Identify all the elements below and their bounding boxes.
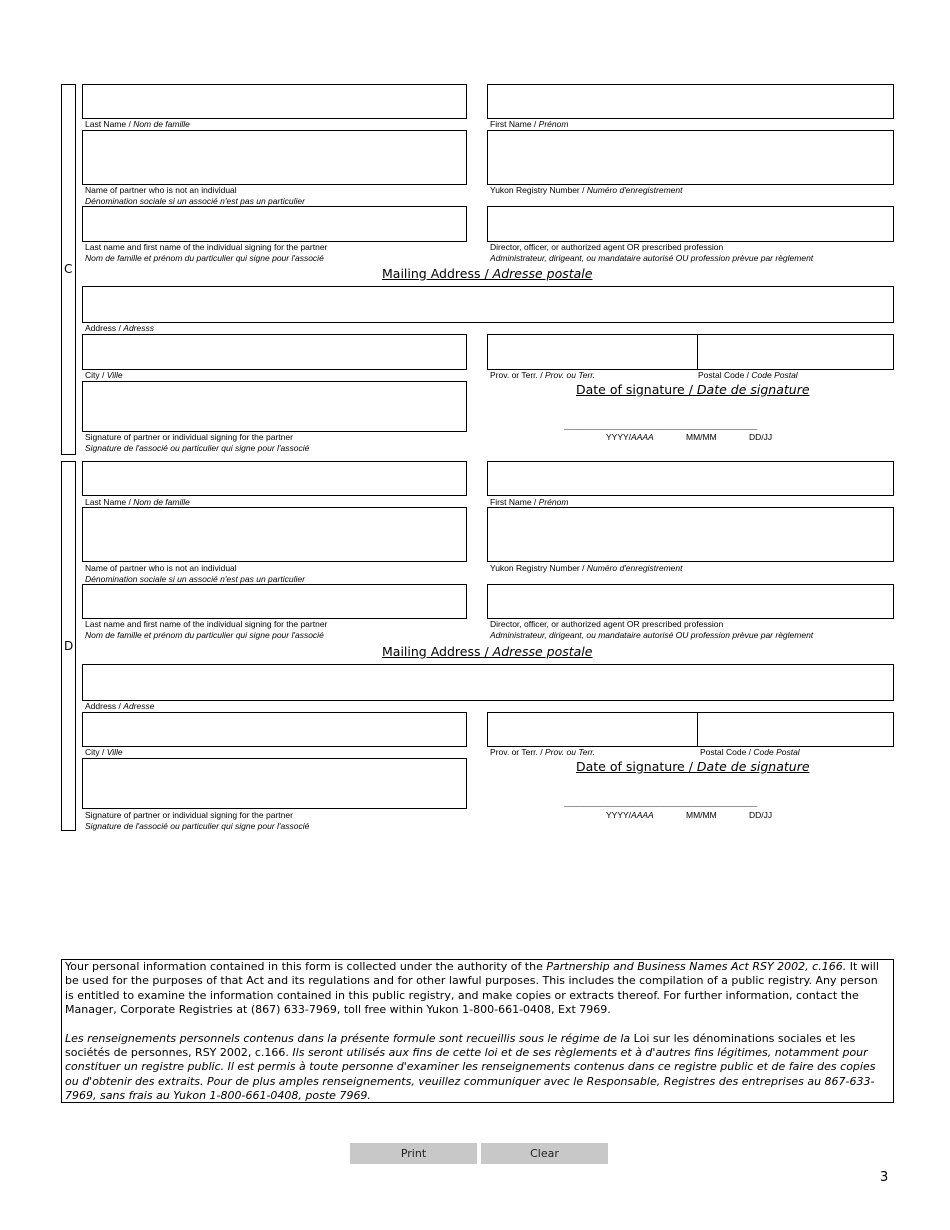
clear-button[interactable]: Clear (481, 1143, 608, 1164)
section-c-letter: C (64, 262, 73, 276)
c-date-dd-label: DD/JJ (749, 432, 773, 442)
c-partner-name-field[interactable] (82, 130, 467, 185)
d-prov-field[interactable] (487, 712, 698, 747)
d-mailing-address-heading: Mailing Address / Adresse postale (382, 644, 593, 659)
c-address-label: Address / Adresss (85, 323, 154, 333)
c-city-label: City / Ville (85, 370, 123, 380)
d-registry-number-label: Yukon Registry Number / Numéro d'enregistrement (490, 563, 683, 573)
print-button[interactable]: Print (350, 1143, 477, 1164)
d-date-yyyy-label: YYYY/AAAA (606, 810, 654, 820)
c-registry-number-label: Yukon Registry Number / Numéro d'enregistrement (490, 185, 683, 195)
d-signer-name-field[interactable] (82, 584, 467, 619)
d-signature-label: Signature of partner or individual signing for the partner Signature de l'associé ou particulier qui signe pour l'associé (85, 810, 310, 831)
d-date-mm-label: MM/MM (686, 810, 717, 820)
d-director-label: Director, officer, or authorized agent OR prescribed profession Administrateur, dirigeant, ou mandataire autorisé OU profession prèvue par règlement (490, 619, 814, 640)
d-director-field[interactable] (487, 584, 894, 619)
c-registry-number-field[interactable] (487, 130, 894, 185)
privacy-notice (61, 959, 894, 1103)
d-date-dd-label: DD/JJ (749, 810, 773, 820)
c-mailing-address-heading: Mailing Address / Adresse postale (382, 266, 593, 281)
d-address-field[interactable] (82, 664, 894, 701)
c-date-yyyy-label: YYYY/AAAA (606, 432, 654, 442)
c-first-name-label: First Name / Prénom (490, 119, 569, 129)
d-postal-label: Postal Code / Code Postal (700, 747, 800, 757)
d-prov-label: Prov. or Terr. / Prov. ou Terr. (490, 747, 596, 757)
d-date-line[interactable]: _______________________________ (564, 794, 757, 807)
c-date-line[interactable]: _______________________________ (564, 417, 757, 430)
c-signer-name-field[interactable] (82, 206, 467, 242)
d-last-name-field[interactable] (82, 461, 467, 496)
d-signer-name-label: Last name and first name of the individual signing for the partner Nom de famille et prénom du particulier qui signe pour l'associé (85, 619, 328, 640)
c-signer-name-label: Last name and first name of the individual signing for the partner Nom de famille et prénom du particulier qui signe pour l'associé (85, 242, 328, 263)
d-registry-number-field[interactable] (487, 507, 894, 562)
d-date-heading: Date of signature / Date de signature (576, 759, 810, 774)
d-first-name-field[interactable] (487, 461, 894, 496)
c-postal-label: Postal Code / Code Postal (698, 370, 798, 380)
c-city-field[interactable] (82, 334, 467, 370)
privacy-notice-fr: Les renseignements personnels contenus dans la présente formule sont recueillis sous le régime de la Loi sur les dénominations sociales et les sociétés de personnes, RSY 2002, c.166. Ils seront utilisés aux fins de cette loi et de ses règlements et à d'autres fins légitimes, notamment pour constituer un registre public. Il est permis à toute personne d'examiner les renseignements contenus dans ce registre public et de faire des copies ou d'obtenir des extraits. Pour de plus amples renseignements, veuillez communiquer avec le Responsable, Registres des entreprises au 867-633-7969, sans frais au Yukon 1-800-661-0408, poste 7969. (65, 1031, 876, 1103)
c-last-name-field[interactable] (82, 84, 467, 119)
c-director-field[interactable] (487, 206, 894, 242)
d-first-name-label: First Name / Prénom (490, 497, 569, 507)
section-d-letter: D (64, 639, 74, 653)
c-prov-field[interactable] (487, 334, 698, 370)
c-date-heading: Date of signature / Date de signature (576, 382, 810, 397)
c-director-label: Director, officer, or authorized agent OR prescribed profession Administrateur, dirigeant, ou mandataire autorisé OU profession prèvue par règlement (490, 242, 814, 263)
d-signature-field[interactable] (82, 758, 467, 809)
d-city-field[interactable] (82, 712, 467, 747)
c-last-name-label: Last Name / Nom de famille (85, 119, 190, 129)
c-prov-label: Prov. or Terr. / Prov. ou Terr. (490, 370, 596, 380)
c-partner-name-label: Name of partner who is not an individual Dénomination sociale si un associé n'est pas un particulier (85, 185, 305, 206)
c-address-field[interactable] (82, 286, 894, 323)
d-address-label: Address / Adresse (85, 701, 155, 711)
c-postal-field[interactable] (697, 334, 894, 370)
d-postal-field[interactable] (697, 712, 894, 747)
d-partner-name-label: Name of partner who is not an individual Dénomination sociale si un associé n'est pas un particulier (85, 563, 305, 584)
d-partner-name-field[interactable] (82, 507, 467, 562)
c-signature-field[interactable] (82, 381, 467, 432)
c-date-mm-label: MM/MM (686, 432, 717, 442)
privacy-notice-en: Your personal information contained in this form is collected under the authority of the Partnership and Business Names Act RSY 2002, c.166. It will be used for the purposes of that Act and its regulations and for other lawful purposes. This includes the compilation of a public registry. Any person is entitled to examine the information contained in this public registry, and make copies or extracts thereof. For further information, contact the Manager, Corporate Registries at (867) 633-7969, toll free within Yukon 1-800-661-0408, Ext 7969. (65, 960, 879, 1017)
page-number: 3 (880, 1170, 889, 1185)
d-last-name-label: Last Name / Nom de famille (85, 497, 190, 507)
c-first-name-field[interactable] (487, 84, 894, 119)
c-signature-label: Signature of partner or individual signing for the partner Signature de l'associé ou particulier qui signe pour l'associé (85, 432, 310, 453)
d-city-label: City / Ville (85, 747, 123, 757)
